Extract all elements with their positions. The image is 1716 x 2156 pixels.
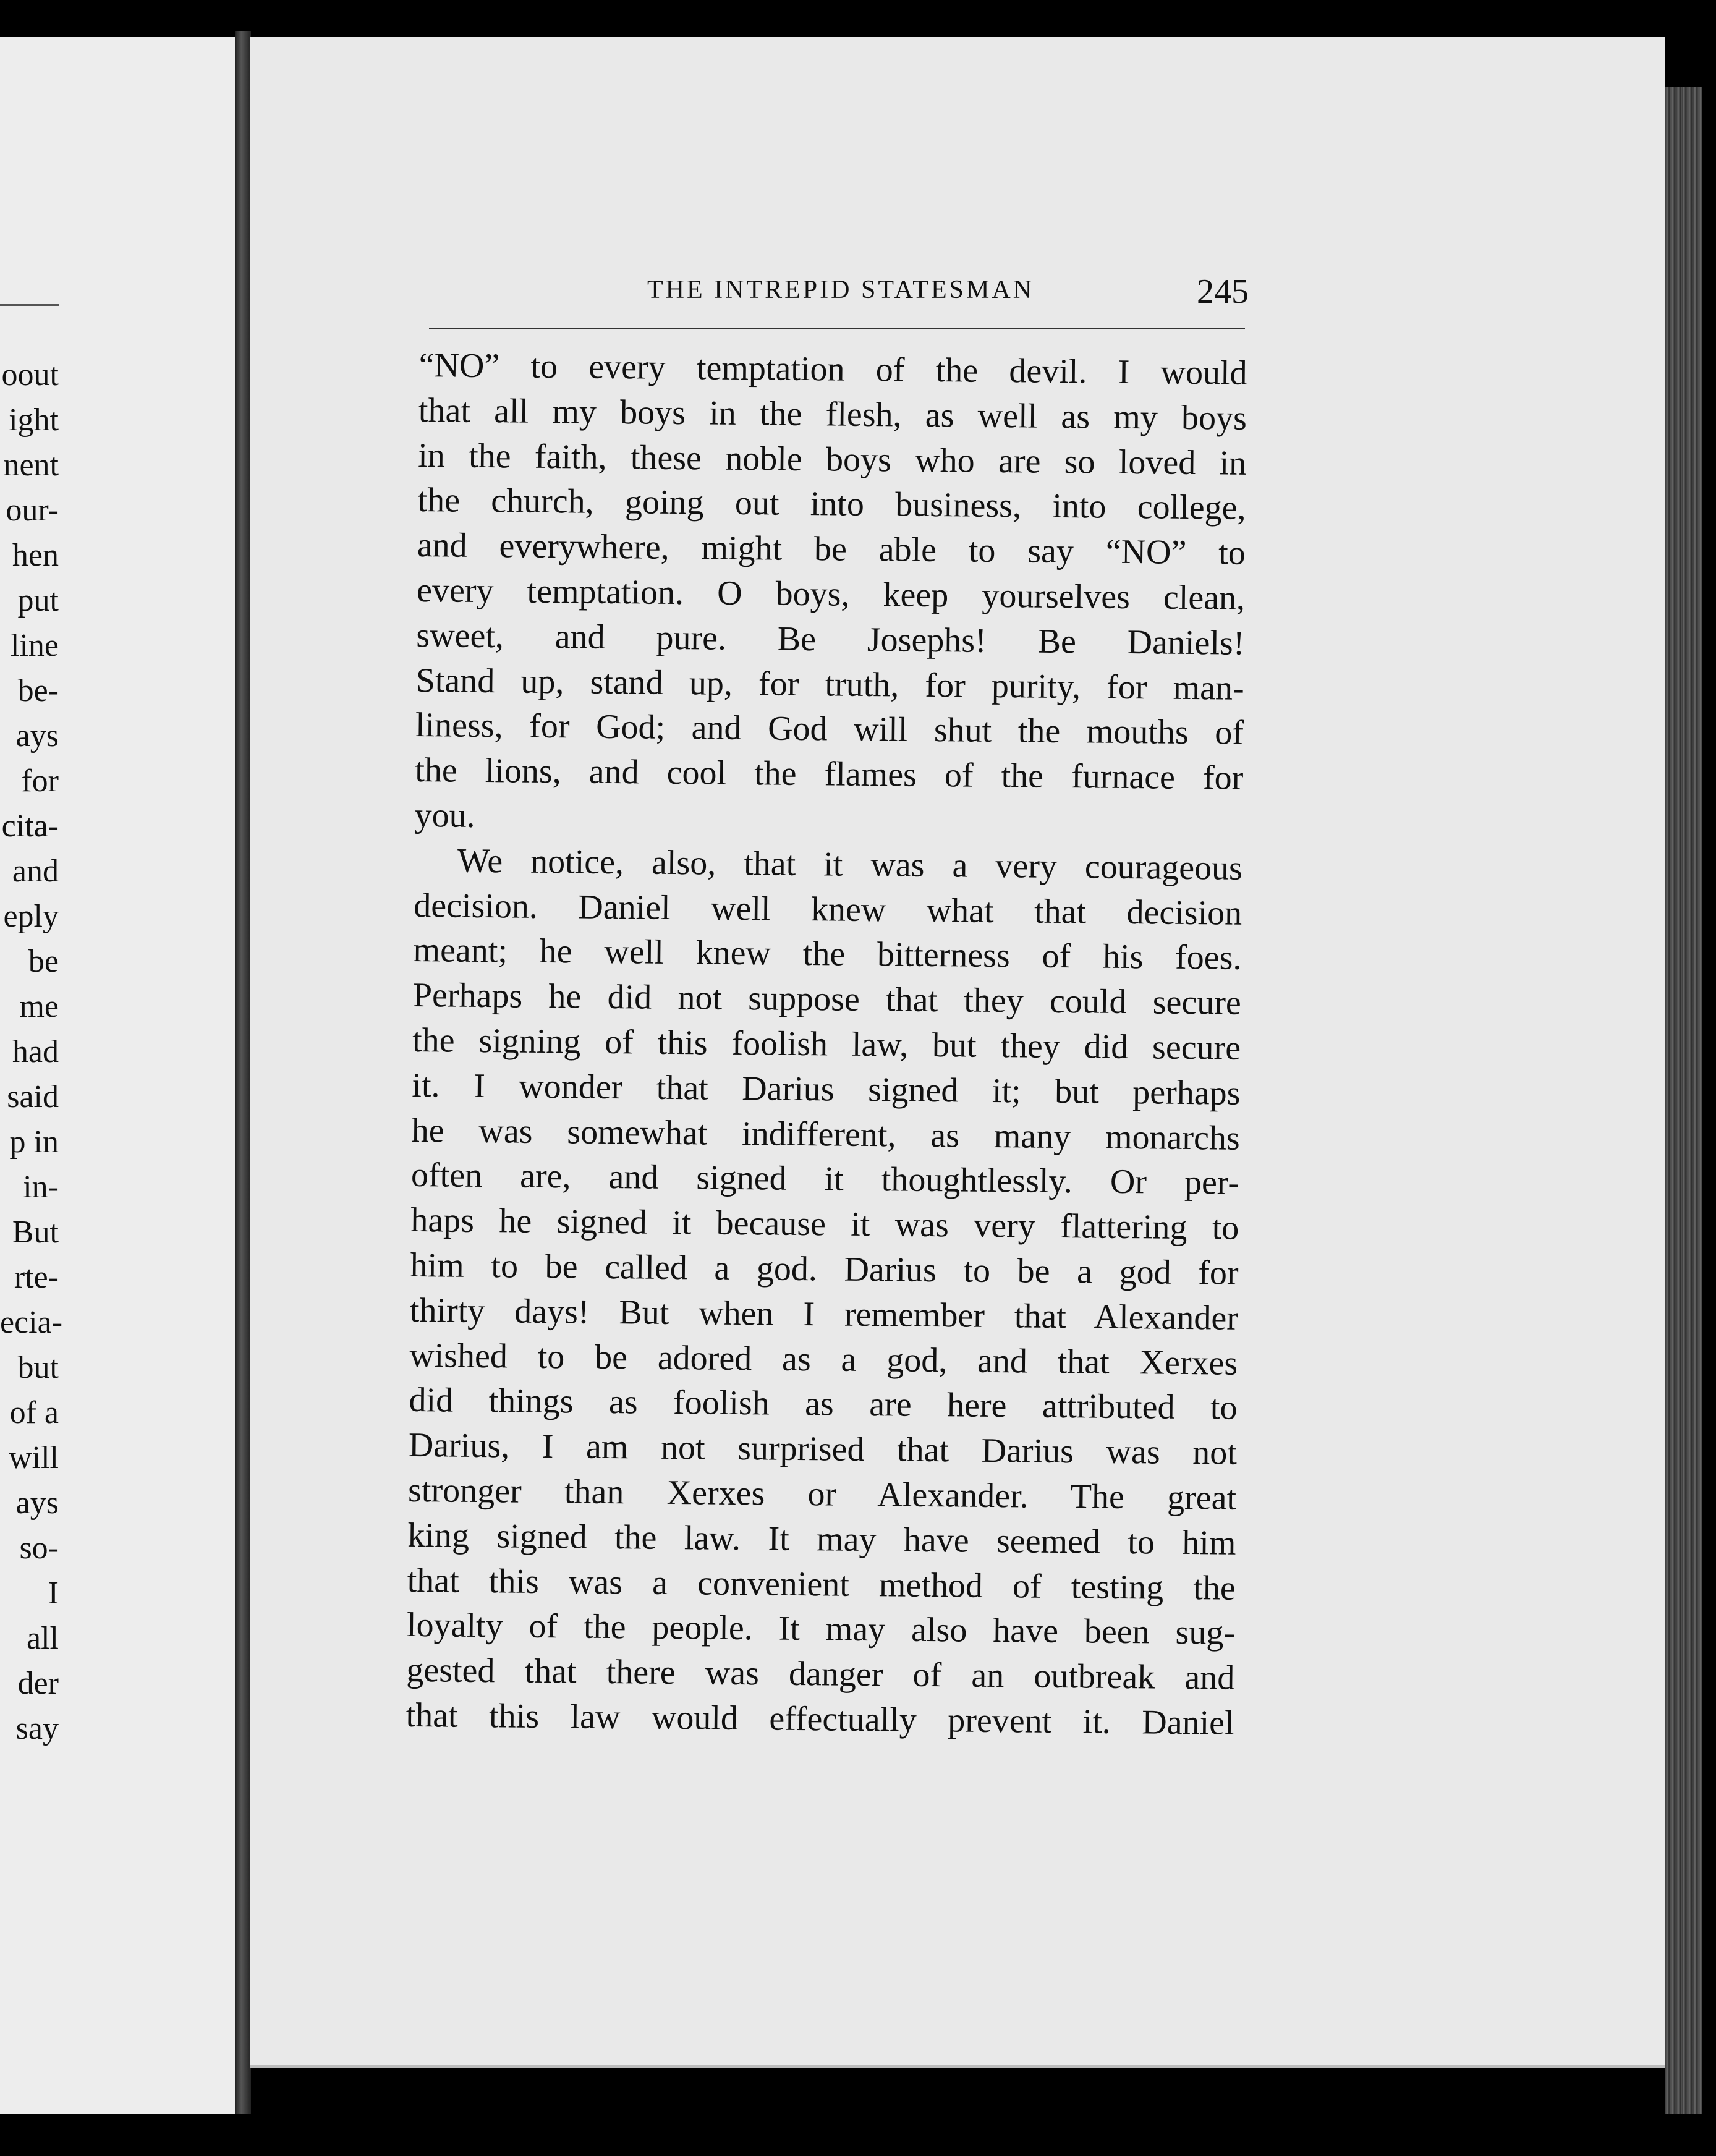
text-line: Darius, I am not surprised that Darius was not: [408, 1426, 1238, 1472]
left-fragment: will: [9, 1440, 59, 1475]
left-fragment: I: [48, 1576, 59, 1611]
text-line: stronger than Xerxes or Alexander. The great: [407, 1471, 1237, 1517]
body-text: [406, 343, 1247, 1746]
left-fragment: be-: [17, 673, 59, 708]
left-page-line-fragments: [0, 352, 63, 1751]
text-line: it. I wonder that Darius signed it; but perhaps: [412, 1066, 1241, 1113]
left-fragment: our-: [6, 493, 59, 528]
text-line: and everywhere, might be able to say “NO” to: [417, 526, 1246, 573]
left-fragment: but: [17, 1350, 59, 1385]
text-line: “NO” to every temptation of the devil. I would: [418, 346, 1247, 393]
text-line: the church, going out into business, into college,: [417, 481, 1246, 528]
left-fragment: nent: [3, 448, 59, 483]
text-line: often are, and signed it thoughtlessly. Or per-: [410, 1156, 1240, 1203]
left-fragment: hen: [12, 538, 59, 573]
text-line: in the faith, these noble boys who are so loved in: [417, 436, 1247, 483]
left-fragment: ecia-: [0, 1305, 63, 1340]
text-line: thirty days! But when I remember that Alexander: [409, 1291, 1239, 1338]
text-line: We notice, also, that it was a very courageous: [457, 841, 1243, 888]
left-fragment: line: [11, 628, 59, 663]
left-fragment: put: [17, 583, 59, 618]
left-fragment: of a: [9, 1395, 59, 1430]
text-line: loyalty of the people. It may also have been sug-: [406, 1606, 1236, 1653]
left-fragment: eply: [3, 899, 59, 934]
left-fragment: But: [12, 1215, 59, 1250]
text-line: that this law would effectually prevent it. Daniel: [406, 1696, 1234, 1742]
text-line: decision. Daniel well knew what that decision: [413, 886, 1242, 933]
text-line: sweet, and pure. Be Josephs! Be Daniels!: [416, 616, 1245, 663]
text-line: that this was a convenient method of testing the: [407, 1561, 1236, 1608]
left-fragment: so-: [19, 1530, 59, 1566]
head-rule: [429, 328, 1245, 329]
text-line: he was somewhat indifferent, as many monarchs: [411, 1111, 1241, 1158]
text-line: liness, for God; and God will shut the mouths of: [415, 706, 1244, 753]
left-fragment: be: [28, 944, 59, 979]
text-line: every temptation. O boys, keep yourselves clean,: [416, 571, 1246, 618]
text-line: haps he signed it because it was very flattering to: [410, 1201, 1239, 1247]
left-fragment: oout: [1, 357, 59, 393]
text-line: the lions, and cool the flames of the furnace for: [415, 751, 1244, 798]
left-facing-page: [0, 37, 242, 2114]
left-fragment: cita-: [1, 808, 59, 844]
text-line: did things as foolish as are here attributed to: [409, 1381, 1238, 1428]
text-line: Stand up, stand up, for truth, for purity, for man-: [415, 661, 1244, 708]
book-gutter: [235, 31, 251, 2114]
text-line: him to be called a god. Darius to be a god for: [410, 1246, 1239, 1292]
left-fragment: say: [15, 1711, 59, 1746]
left-page-head-rule: [0, 304, 59, 306]
running-head: THE INTREPID STATESMAN: [647, 276, 1034, 304]
text-line: Perhaps he did not suppose that they could secure: [412, 976, 1242, 1022]
text-line: gested that there was danger of an outbreak and: [406, 1651, 1235, 1697]
left-fragment: all: [27, 1621, 59, 1656]
left-fragment: ays: [15, 718, 59, 753]
text-line: you.: [414, 796, 475, 835]
page-number: 245: [1197, 273, 1249, 311]
text-line: wished to be adored as a god, and that Xerxes: [409, 1336, 1238, 1383]
left-fragment: me: [19, 989, 59, 1024]
text-line: the signing of this foolish law, but they did secure: [412, 1021, 1241, 1067]
page-edges: [1665, 87, 1702, 2114]
text-line: meant; he well knew the bitterness of his foes.: [413, 931, 1242, 978]
left-fragment: ays: [15, 1485, 59, 1521]
left-fragment: and: [12, 854, 59, 889]
left-fragment: in-: [23, 1169, 59, 1205]
left-fragment: der: [17, 1666, 59, 1701]
left-fragment: rte-: [14, 1260, 59, 1295]
left-fragment: p in: [9, 1124, 59, 1160]
text-line: king signed the law. It may have seemed to him: [407, 1516, 1236, 1563]
text-line: that all my boys in the flesh, as well as my boys: [418, 391, 1247, 438]
left-fragment: for: [21, 763, 59, 799]
left-fragment: ight: [9, 402, 59, 438]
left-fragment: had: [12, 1034, 59, 1069]
left-fragment: said: [7, 1079, 59, 1114]
